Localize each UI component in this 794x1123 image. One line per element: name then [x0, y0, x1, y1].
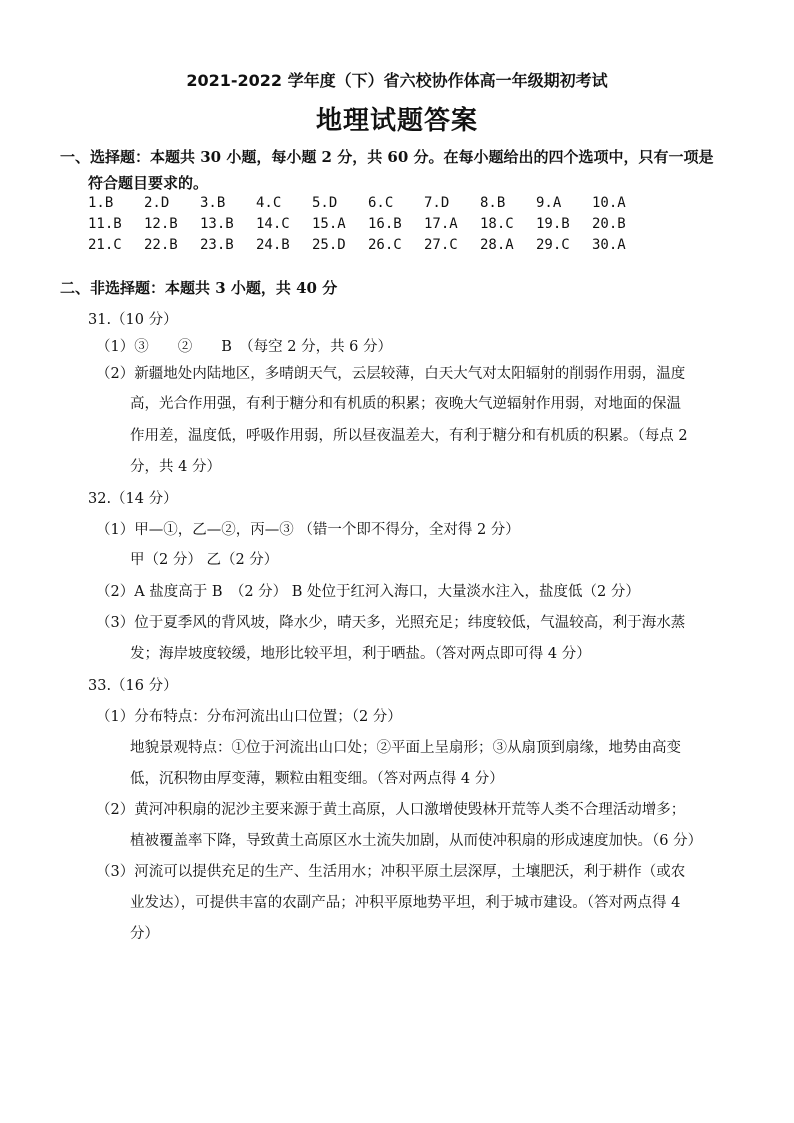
answer-item: 14.C: [256, 216, 290, 232]
answer-item: 8.B: [480, 195, 506, 211]
q33-part2-line2: 植被覆盖率下降，导致黄土高原区水土流失加剧，从而使冲积扇的形成速度加快。（6 分）: [130, 833, 703, 849]
q32-part3-line1: （3）位于夏季风的背风坡，降水少，晴天多，光照充足；纬度较低，气温较高，利于海水蒸: [96, 615, 686, 631]
q31-part2-line2: 高，光合作用强，有利于糖分和有机质的积累；夜晚大气逆辐射作用弱，对地面的保温: [130, 396, 681, 412]
answer-item: 24.B: [256, 237, 290, 253]
q33-label: 33.（16 分）: [88, 678, 178, 694]
answer-item: 13.B: [200, 216, 234, 232]
section1-heading-cont: 符合题目要求的。: [88, 174, 209, 192]
q33-part2-line1: （2）黄河冲积扇的泥沙主要来源于黄土高原，人口激增使毁林开荒等人类不合理活动增多；: [96, 802, 686, 818]
q33-part1-line2: 地貌景观特点：①位于河流出山口处；②平面上呈扇形；③从扇顶到扇缘，地势由高变: [130, 740, 681, 756]
q31-part2-line4: 分，共 4 分）: [130, 459, 221, 475]
q33-part3-line1: （3）河流可以提供充足的生产、生活用水；冲积平原土层深厚，土壤肥沃，利于耕作（或农: [96, 864, 686, 880]
answer-item: 23.B: [200, 237, 234, 253]
answer-item: 29.C: [536, 237, 570, 253]
answer-item: 4.C: [256, 195, 282, 211]
answer-item: 1.B: [88, 195, 114, 211]
answer-item: 26.C: [368, 237, 402, 253]
answer-item: 19.B: [536, 216, 570, 232]
page-title: 地理试题答案: [315, 106, 478, 136]
q32-part1-line1: （1）甲—①，乙—②，丙—③ （错一个即不得分，全对得 2 分）: [96, 522, 520, 538]
answer-item: 18.C: [480, 216, 514, 232]
q32-part2: （2）A 盐度高于 B （2 分） B 处位于红河入海口，大量淡水注入，盐度低（2 分）: [96, 584, 640, 600]
q32-part3-line2: 发；海岸坡度较缓，地形比较平坦，利于晒盐。（答对两点即可得 4 分）: [130, 646, 591, 662]
answer-row: [88, 216, 648, 232]
q31-part2-line1: （2）新疆地处内陆地区，多晴朗天气，云层较薄，白天大气对太阳辐射的削弱作用弱，温度: [96, 366, 686, 382]
answer-item: 30.A: [592, 237, 626, 253]
answer-item: 2.D: [144, 195, 170, 211]
exam-title: 2021-2022 学年度（下）省六校协作体高一年级期初考试: [186, 71, 608, 90]
q32-part1-line2: 甲（2 分） 乙（2 分）: [130, 552, 279, 568]
answer-row: [88, 237, 648, 253]
q33-part1-line1: （1）分布特点：分布河流出山口位置；（2 分）: [96, 709, 402, 725]
section2-heading: 二、非选择题：本题共 3 小题，共 40 分: [60, 279, 338, 297]
answer-item: 12.B: [144, 216, 178, 232]
q31-part1: （1）③ ② B （每空 2 分，共 6 分）: [96, 339, 393, 355]
answer-row: [88, 195, 648, 211]
answer-item: 15.A: [312, 216, 346, 232]
answer-item: 21.C: [88, 237, 122, 253]
section1-heading: 一、选择题：本题共 30 小题，每小题 2 分，共 60 分。在每小题给出的四个选项中，只有一项是: [60, 148, 714, 166]
q33-part3-line3: 分）: [130, 926, 159, 942]
answer-item: 27.C: [424, 237, 458, 253]
answer-item: 10.A: [592, 195, 626, 211]
q33-part1-line3: 低，沉积物由厚变薄，颗粒由粗变细。（答对两点得 4 分）: [130, 771, 504, 787]
answer-item: 9.A: [536, 195, 562, 211]
answer-item: 22.B: [144, 237, 178, 253]
q33-part3-line2: 业发达），可提供丰富的农副产品；冲积平原地势平坦，利于城市建设。（答对两点得 4: [130, 895, 681, 911]
q31-label: 31.（10 分）: [88, 312, 178, 328]
answer-item: 7.D: [424, 195, 450, 211]
answer-item: 5.D: [312, 195, 338, 211]
answer-item: 11.B: [88, 216, 122, 232]
answer-item: 17.A: [424, 216, 458, 232]
answer-item: 3.B: [200, 195, 226, 211]
answer-item: 6.C: [368, 195, 394, 211]
answer-item: 16.B: [368, 216, 402, 232]
answer-item: 28.A: [480, 237, 514, 253]
answer-item: 20.B: [592, 216, 626, 232]
q32-label: 32.（14 分）: [88, 491, 178, 507]
answer-item: 25.D: [312, 237, 346, 253]
q31-part2-line3: 作用差，温度低，呼吸作用弱，所以昼夜温差大，有利于糖分和有机质的积累。（每点 2: [130, 428, 688, 444]
